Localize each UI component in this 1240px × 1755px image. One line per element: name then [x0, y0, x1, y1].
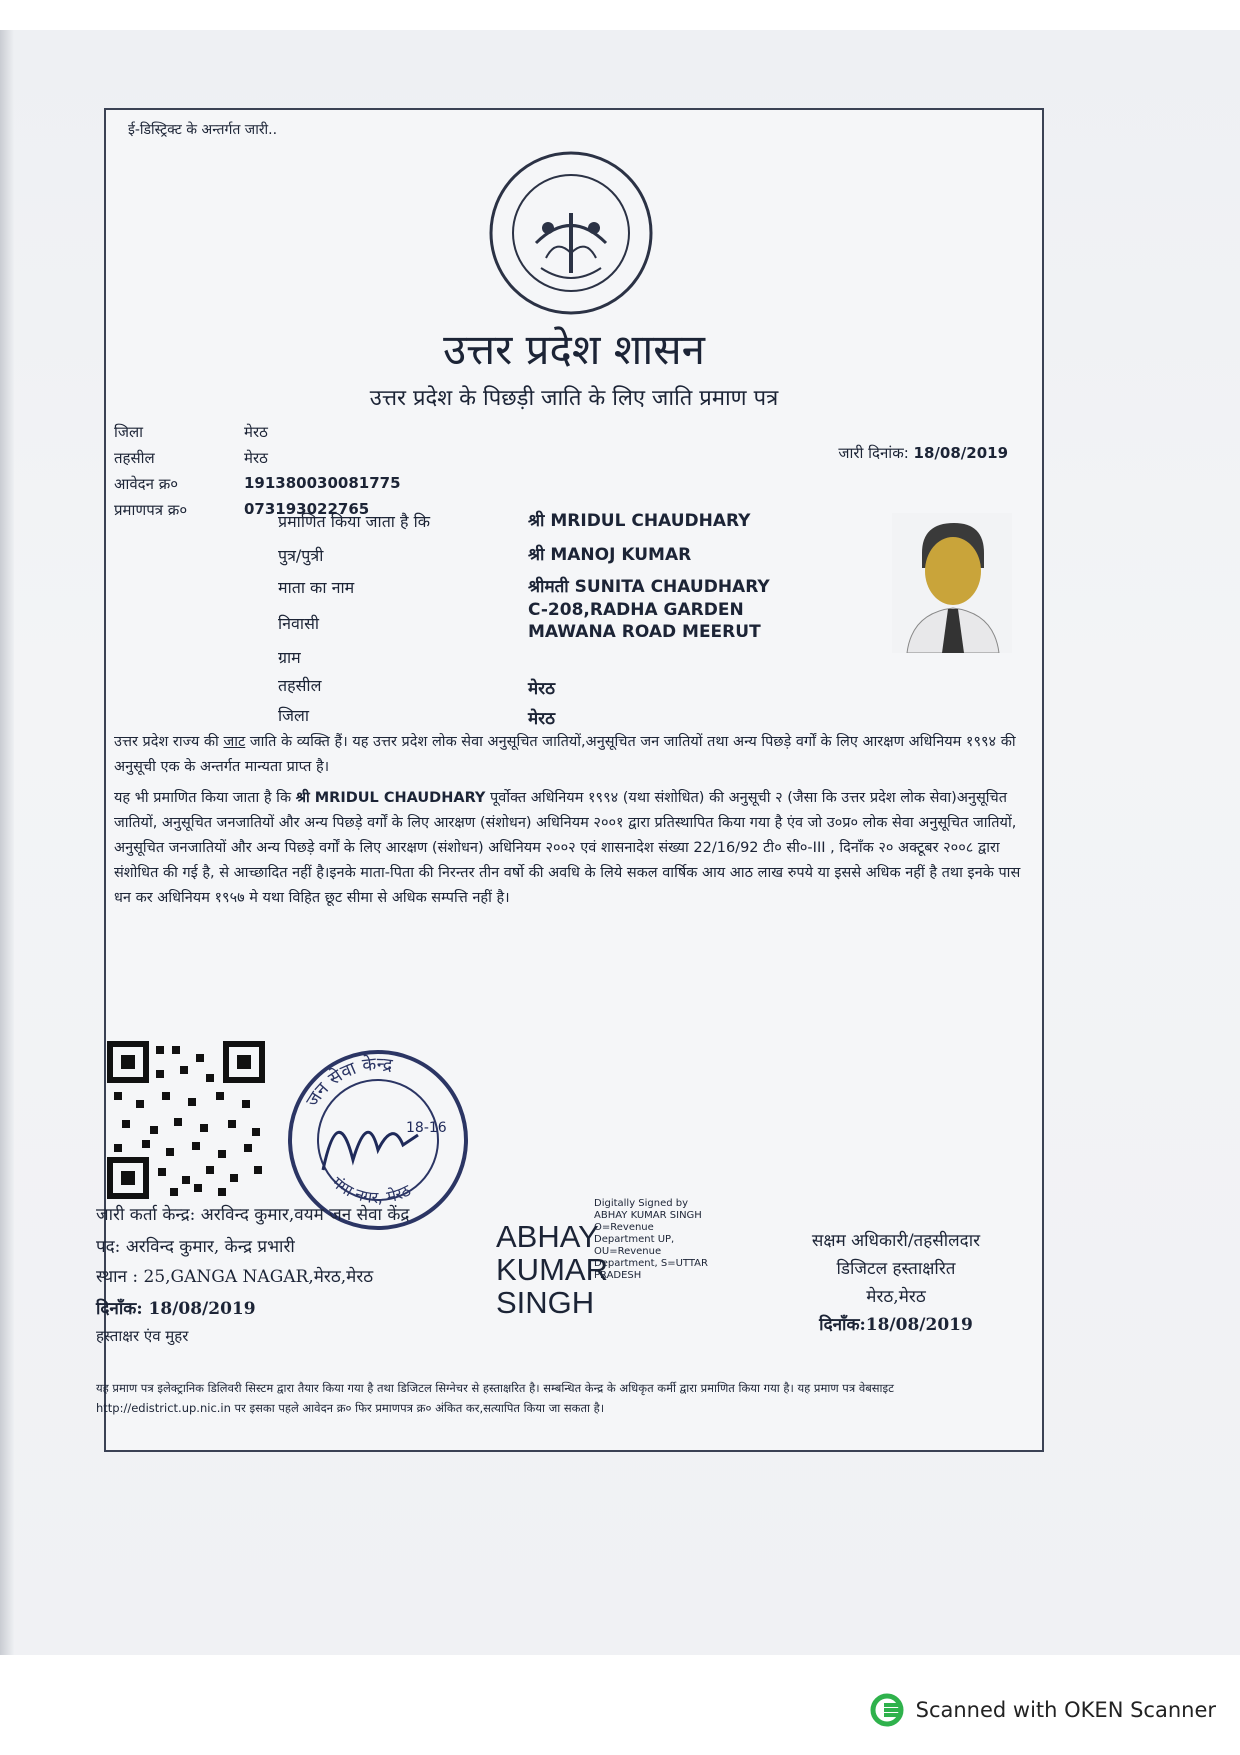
mother-name: श्रीमती SUNITA CHAUDHARY — [528, 577, 770, 597]
meta-label: जिला — [114, 423, 144, 441]
certificate-para-2 — [114, 786, 1034, 911]
address-line-1: C-208,RADHA GARDEN — [528, 600, 744, 620]
officer-sub: डिजिटल हस्ताक्षरित — [836, 1259, 956, 1279]
tehsil-value: मेरठ — [528, 679, 555, 699]
para1-text: उत्तर प्रदेश राज्य की — [114, 734, 224, 750]
signer-line: KUMAR — [496, 1252, 608, 1287]
issuer-date: दिनाँक: 18/08/2019 — [96, 1299, 256, 1319]
paper-edge — [0, 30, 14, 1655]
detail-label: ग्राम — [278, 648, 301, 667]
meta-value: मेरठ — [244, 449, 268, 467]
detail-label: माता का नाम — [278, 578, 355, 597]
scanner-label: Scanned with OKEN Scanner — [915, 1698, 1216, 1722]
father-name: श्री MANOJ KUMAR — [528, 545, 692, 565]
top-note: ई-डिस्ट्रिक्ट के अन्तर्गत जारी.. — [128, 122, 278, 138]
signature-label: हस्ताक्षर एंव मुहर — [96, 1327, 189, 1345]
detail-label: तहसील — [278, 676, 322, 695]
scanner-watermark — [870, 1693, 1216, 1727]
district-value: मेरठ — [528, 709, 555, 729]
officer-date: दिनाँक:18/08/2019 — [819, 1315, 973, 1335]
caste-name: जाट — [223, 734, 246, 750]
certificate-subtitle: उत्तर प्रदेश के पिछड़ी जाति के लिए जाति प्रमाण पत्र — [369, 386, 779, 411]
issue-date: 18/08/2019 — [913, 444, 1008, 462]
meta-value: मेरठ — [244, 423, 268, 441]
certificate-para-1 — [114, 730, 1034, 780]
stamp-top-text: जन सेवा केन्द्र — [301, 1053, 394, 1111]
address-line-2: MAWANA ROAD MEERUT — [528, 622, 761, 642]
certificate-number: 073193022765 — [244, 500, 370, 518]
application-number: 191380030081775 — [244, 474, 401, 492]
certificate — [96, 108, 1044, 1452]
para2-text: पूर्वोक्त अधिनियम १९९४ (यथा संशोधित) की अनुसूची २ (जैसा कि उत्तर प्रदेश लोक सेवा)अनुसूचित जातियों, अनुसूचित जनजातियों और अन्य पिछड़े वर्गों के लिए आरक्षण (संशोधन) अधिनियम २००१ द्वारा प्रतिस्थापित किया गया है एंव जो उ०प्र० लोक सेवा अनुसूचित जातियों, अनुसूचित जनजातियों और अन्य पिछड़े वर्गों के लिए आरक्षण (संशोधन) अधिनियम २००२ एवं शासनादेश संख्या 22/16/92 टी० सी०-III , दिनाँक २० अक्टूबर २००८ द्वारा संशोधित की गई है, से आच्छादित नहीं है।इनके माता-पिता की निरन्तर तीन वर्षो की अवधि के लिये सकल वार्षिक आय आठ लाख रुपये या इससे अधिक नहीं है तथा इनके पास धन कर अधिनियम १९५७ मे यथा विहित छूट सीमा से अधिक सम्पत्ति नहीं है। — [114, 790, 1021, 906]
detail-label: जिला — [278, 706, 310, 725]
applicant-name: श्री MRIDUL CHAUDHARY — [528, 511, 751, 531]
applicant-name-inline: श्री MRIDUL CHAUDHARY — [295, 790, 486, 806]
signer-line: ABHAY — [496, 1219, 599, 1254]
issuer-post: पद: अरविन्द कुमार, केन्द्र प्रभारी — [96, 1237, 295, 1257]
footer-note: यह प्रमाण पत्र इलेक्ट्रानिक डिलिवरी सिस्टम द्वारा तैयार किया गया है तथा डिजिटल सिग्नेचर से हस्ताक्षरित है। सम्बन्धित केन्द्र के अधिकृत कर्मी द्वारा प्रमाणित किया गया है। यह प्रमाण पत्र वेबसाइट http://edistrict.up.nic.in पर इसका पहले आवेदन क्र० फिर प्रमाणपत्र क्र० अंकित कर,सत्यापित किया जा सकता है। — [96, 1381, 894, 1415]
issuer-place: स्थान : 25,GANGA NAGAR,मेरठ,मेरठ — [96, 1267, 374, 1287]
meta-label: प्रमाणपत्र क्र० — [114, 501, 188, 519]
stamp-sign-date: 18-16 — [406, 1120, 447, 1136]
issue-date-label: जारी दिनांक: — [838, 444, 909, 462]
qr-code[interactable] — [106, 1040, 266, 1200]
detail-label: निवासी — [278, 614, 320, 633]
digital-signer-name — [496, 1220, 608, 1319]
para2-text: यह भी प्रमाणित किया जाता है कि — [114, 790, 296, 806]
certificate-title: उत्तर प्रदेश शासन — [443, 325, 705, 374]
officer-title: सक्षम अधिकारी/तहसीलदार — [811, 1231, 981, 1251]
detail-label: पुत्र/पुत्री — [278, 546, 324, 565]
oken-logo-icon — [870, 1693, 904, 1727]
issuer-center: जारी कर्ता केन्द्र: अरविन्द कुमार,वयम जन सेवा केंद्र — [96, 1205, 410, 1225]
applicant-photo — [892, 513, 1012, 653]
para1-text: जाति के व्यक्ति हैं। यह उत्तर प्रदेश लोक सेवा अनुसूचित जातियों,अनुसूचित जन जातियों तथा अन्य पिछड़े वर्गों के लिए आरक्षण अधिनियम १९९४ की अनुसूची एक के अन्तर्गत मान्यता प्राप्त है। — [114, 734, 1016, 775]
issue-date-line — [838, 443, 1008, 463]
svg-text:जन सेवा केन्द्र — [302, 1053, 394, 1111]
state-emblem — [486, 148, 656, 318]
meta-label: तहसील — [114, 449, 155, 467]
meta-label: आवेदन क्र० — [114, 475, 179, 493]
digital-signature-note: Digitally Signed by ABHAY KUMAR SINGH O=Revenue Department UP, OU=Revenue Department, S=UTTAR PRADESH — [594, 1198, 708, 1281]
signer-line: SINGH — [496, 1285, 595, 1320]
stamp-bottom-text: गंगा नगर, मेरठ — [328, 1172, 414, 1208]
detail-label: प्रमाणित किया जाता है कि — [278, 512, 431, 531]
officer-place: मेरठ,मेरठ — [866, 1287, 926, 1307]
